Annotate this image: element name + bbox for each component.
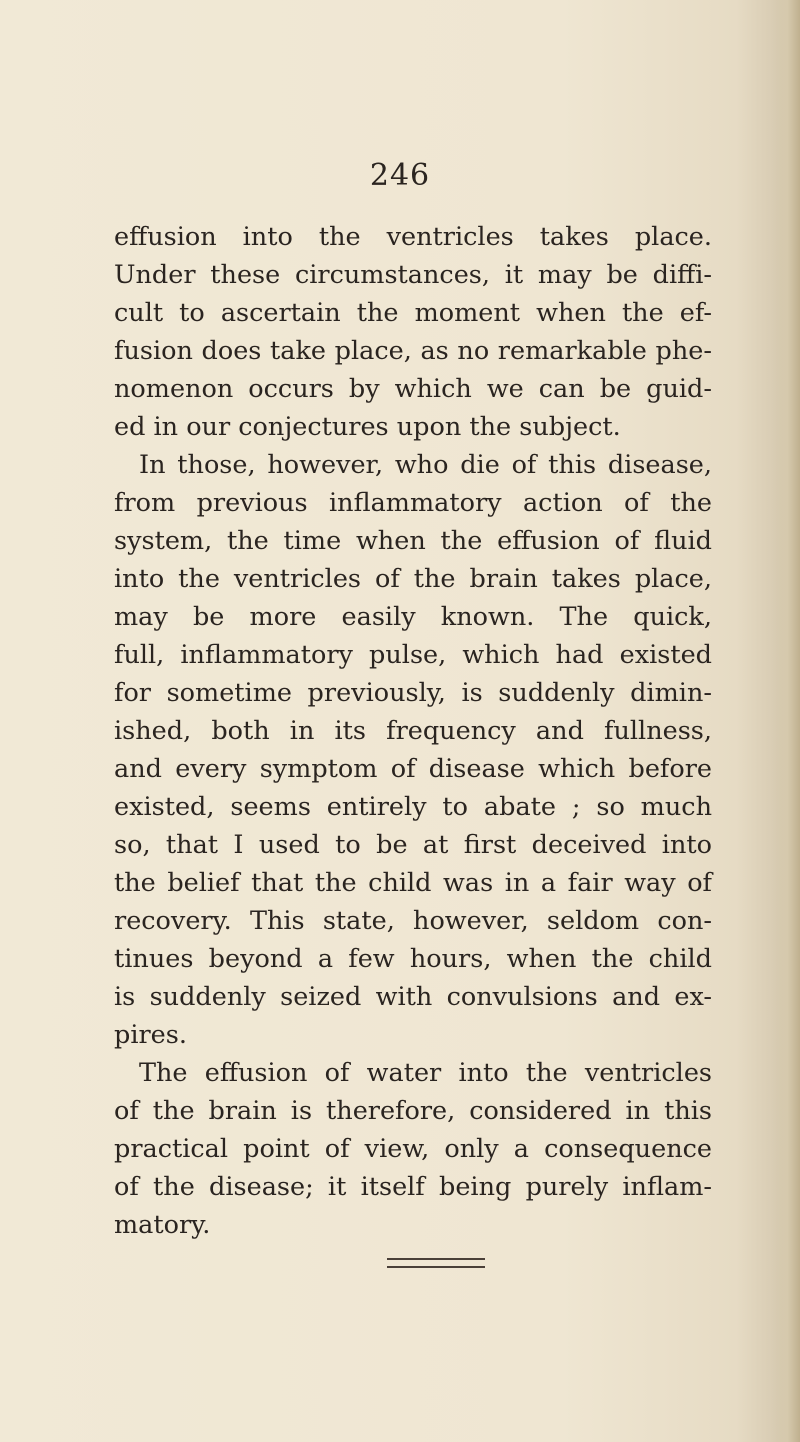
text-line: of the disease; it itself being purely inflam- xyxy=(114,1172,712,1202)
text-line: The effusion of water into the ventricles xyxy=(139,1058,712,1088)
text-line: existed, seems entirely to abate ; so much xyxy=(114,792,712,822)
text-line: practical point of view, only a consequence xyxy=(114,1134,712,1164)
text-line: fusion does take place, as no remarkable phe- xyxy=(114,336,712,366)
page-edge-shadow xyxy=(772,0,800,1442)
text-line: effusion into the ventricles takes place. xyxy=(114,222,712,252)
text-line: ished, both in its frequency and fullness, xyxy=(114,716,712,746)
text-line: and every symptom of disease which before xyxy=(114,754,712,784)
text-line: nomenon occurs by which we can be guid- xyxy=(114,374,712,404)
section-end-rule xyxy=(387,1258,485,1268)
text-line: from previous inflammatory action of the xyxy=(114,488,712,518)
text-line: may be more easily known. The quick, xyxy=(114,602,712,632)
text-line: pires. xyxy=(114,1020,187,1050)
text-line: matory. xyxy=(114,1210,211,1240)
text-line: of the brain is therefore, considered in this xyxy=(114,1096,712,1126)
text-line: Under these circumstances, it may be diffi- xyxy=(114,260,712,290)
page-number: 246 xyxy=(369,158,431,193)
text-line: into the ventricles of the brain takes place, xyxy=(114,564,712,594)
text-line: ed in our conjectures upon the subject. xyxy=(114,412,621,442)
text-line: cult to ascertain the moment when the ef- xyxy=(114,298,712,328)
text-line: for sometime previously, is suddenly dimin- xyxy=(114,678,712,708)
text-line: In those, however, who die of this disease, xyxy=(139,450,712,480)
text-line: recovery. This state, however, seldom con- xyxy=(114,906,712,936)
text-line: full, inflammatory pulse, which had existed xyxy=(114,640,712,670)
text-line: the belief that the child was in a fair way of xyxy=(114,868,712,898)
text-line: so, that I used to be at first deceived into xyxy=(114,830,712,860)
text-line: tinues beyond a few hours, when the child xyxy=(114,944,712,974)
text-line: is suddenly seized with convulsions and ex- xyxy=(114,982,712,1012)
text-line: system, the time when the effusion of fluid xyxy=(114,526,712,556)
